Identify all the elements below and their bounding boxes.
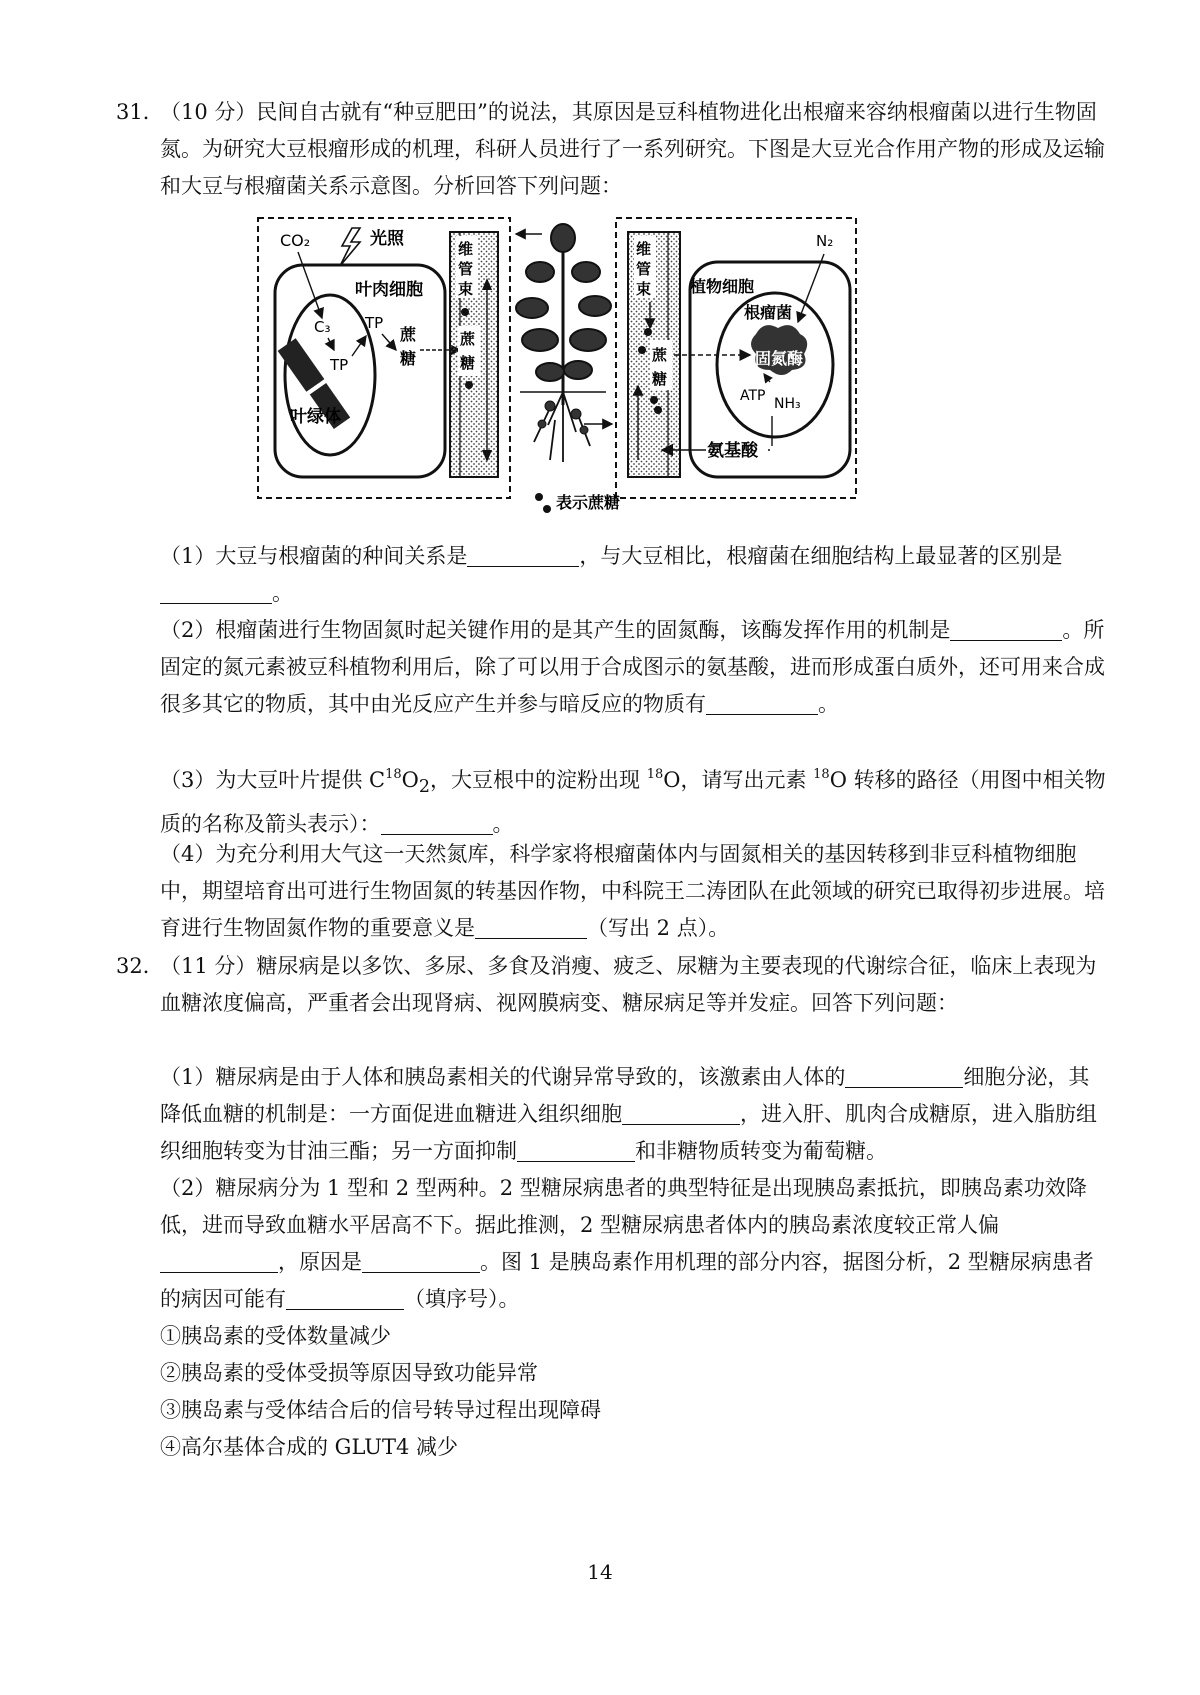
option-2: ②胰岛素的受体受损等原因导致功能异常 — [160, 1361, 538, 1385]
page-number: 14 — [587, 1560, 613, 1584]
answer-blank[interactable] — [517, 1137, 635, 1162]
q31-sub1: （1）大豆与根瘤菌的种间关系是 ，与大豆相比，根瘤菌在细胞结构上最显著的区别是。 — [160, 544, 1063, 605]
atp-label: ATP — [740, 388, 766, 404]
answer-blank[interactable] — [160, 579, 272, 604]
answer-blank[interactable] — [706, 690, 818, 715]
lightning-icon — [340, 228, 360, 266]
sucrose-leaf-1: 蔗 — [400, 325, 417, 344]
nitrogenase-label: 固氮酶 — [755, 349, 804, 368]
answer-blank[interactable] — [381, 810, 493, 835]
chloroplast-label: 叶绿体 — [290, 407, 341, 427]
option-3: ③胰岛素与受体结合后的信号转导过程出现障碍 — [160, 1398, 601, 1422]
q32-options — [160, 1318, 1106, 1466]
q32-number: 32． — [116, 954, 164, 978]
nh3-label: NH₃ — [774, 396, 801, 412]
q32-intro — [116, 948, 1106, 1022]
vascular-right-3: 束 — [636, 280, 652, 298]
answer-blank[interactable] — [362, 1248, 480, 1273]
option-1: ①胰岛素的受体数量减少 — [160, 1324, 391, 1348]
tp-outer-label: TP — [365, 314, 384, 332]
soybean-rhizobia-diagram — [250, 210, 960, 570]
option-4: ④高尔基体合成的 GLUT4 减少 — [160, 1435, 458, 1459]
answer-blank[interactable] — [467, 542, 579, 567]
amino-acid-label: 氨基酸 — [707, 441, 758, 461]
q31-sub2: （2）根瘤菌进行生物固氮时起关键作用的是其产生的固氮酶，该酶发挥作用的机制是 。所固定的氮元素被豆科植物利用后，除了可以用于合成图示的氨基酸，进而形成蛋白质外，还可用来合成很多其它的物质，其中由光反应产生并参与暗反应的物质有 。 — [160, 618, 1105, 716]
q32-sub1: （1）糖尿病是由于人体和胰岛素相关的代谢异常导致的，该激素由人体的 细胞分泌，其降低血糖的机制是：一方面促进血糖进入组织细胞 ，进入肝、肌肉合成糖原，进入脂肪组织细胞转变为甘油三酯；另一方面抑制 和非糖物质转变为葡萄糖。 — [160, 1065, 1097, 1163]
answer-blank[interactable] — [475, 914, 587, 939]
q32-sub2: （2）糖尿病分为 1 型和 2 型两种。2 型糖尿病患者的典型特征是出现胰岛素抵抗，即胰岛素功效降低，进而导致血糖水平居高不下。据此推测，2 型糖尿病患者体内的胰岛素浓度较正常人偏，原因是 。图 1 是胰岛素作用机理的部分内容，据图分析，2 型糖尿病患者的病因可能有 （填序号）。 — [160, 1176, 1094, 1311]
sucrose-vr-2: 糖 — [652, 370, 668, 388]
mesophyll-label: 叶肉细胞 — [355, 280, 423, 300]
vascular-left-2: 管 — [458, 260, 474, 278]
c3-label: C₃ — [314, 318, 331, 336]
answer-blank[interactable] — [845, 1063, 963, 1088]
q31-intro-text: （10 分）民间自古就有“种豆肥田”的说法，其原因是豆科植物进化出根瘤来容纳根瘤菌以进行生物固氮。为研究大豆根瘤形成的机理，科研人员进行了一系列研究。下图是大豆光合作用产物的形成及运输和大豆与根瘤菌关系示意图。分析回答下列问题： — [160, 100, 1105, 198]
answer-blank[interactable] — [950, 616, 1062, 641]
q31-sub3: （3）为大豆叶片提供 $C^{18}O_2$，大豆根中的淀粉出现 $^{18}$O，请写出元素 $^{18}$O 转移的路径（用图中相关物质的名称及箭头表示）： 。 — [160, 767, 1106, 837]
n2-label: N₂ — [816, 232, 834, 250]
light-label: 光照 — [370, 229, 404, 249]
sucrose-vr-1: 蔗 — [652, 346, 668, 364]
q31-sub4: （4）为充分利用大气这一天然氮库，科学家将根瘤菌体内与固氮相关的基因转移到非豆科植物细胞中，期望培育出可进行生物固氮的转基因作物，中科院王二涛团队在此领域的研究已取得初步进展。培育进行生物固氮作物的重要意义是 （写出 2 点）。 — [160, 842, 1105, 940]
answer-blank[interactable] — [160, 1248, 278, 1273]
vascular-right-1: 维 — [636, 240, 652, 258]
q31-intro — [116, 94, 1106, 205]
q32-intro-text: （11 分）糖尿病是以多饮、多尿、多食及消瘦、疲乏、尿糖为主要表现的代谢综合征，临床上表现为血糖浓度偏高，严重者会出现肾病、视网膜病变、糖尿病足等并发症。回答下列问题： — [160, 954, 1097, 1015]
q31-number: 31． — [116, 100, 164, 124]
sucrose-vl-1: 蔗 — [460, 330, 476, 348]
legend-label: 表示蔗糖 — [556, 493, 621, 512]
tp-inner-label: TP — [330, 356, 349, 374]
vascular-right-2: 管 — [636, 260, 652, 278]
vascular-left-3: 束 — [458, 280, 474, 298]
answer-blank[interactable] — [286, 1285, 404, 1310]
rhizobia-label: 根瘤菌 — [744, 303, 793, 322]
vascular-left-1: 维 — [458, 240, 474, 258]
sucrose-leaf-2: 糖 — [400, 349, 417, 368]
plant-cell-label: 植物细胞 — [690, 277, 755, 296]
co2-label: CO₂ — [280, 231, 311, 250]
answer-blank[interactable] — [622, 1100, 740, 1125]
sucrose-vl-2: 糖 — [460, 354, 476, 372]
soybean-plant-icon — [516, 224, 611, 462]
